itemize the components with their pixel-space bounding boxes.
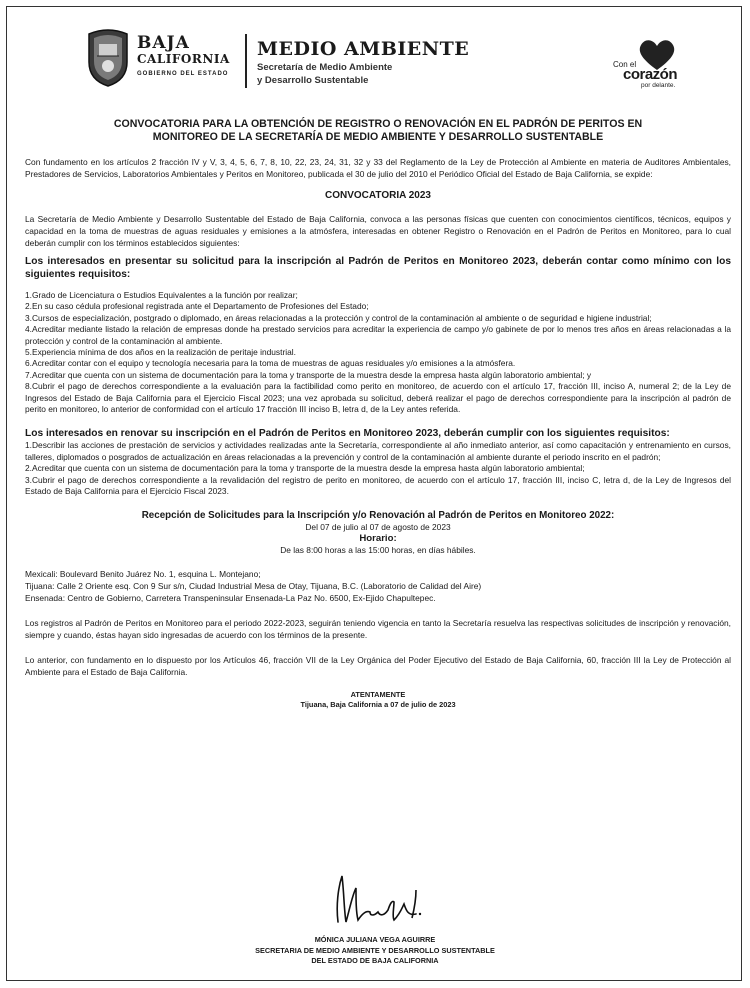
signer-block	[0, 935, 750, 967]
signature-image	[320, 870, 440, 930]
list-item: 7.Acreditar que cuenta con un sistema de documentación para la toma y transporte de la muestra desde la empresa hasta algún laboratorio ambiental; y	[25, 369, 592, 380]
renovacion-requirements	[25, 440, 731, 497]
list-item: 3.Cubrir el pago de derechos correspondiente a la revalidación del registro de perito en monitoreo, de acuerdo con el artículo 17, fracción III, inciso C, letra d, de la Ley de Ingresos del Estado de Baja California para el Ejercicio Fiscal 2023.	[25, 474, 731, 497]
state-seal-icon	[85, 28, 131, 88]
address-ensenada: Ensenada: Centro de Gobierno, Carretera Transpeninsular Ensenada-La Paz No. 6500, Ex-Ejido Chapultepec.	[25, 593, 436, 603]
title-line-1: CONVOCATORIA PARA LA OBTENCIÓN DE REGISTRO O RENOVACIÓN EN EL PADRÓN DE PERITOS EN	[113, 118, 643, 130]
list-item: 3.Cursos de especialización, postgrado o diplomado, en áreas relacionadas a la protección y control de la contaminación al ambiente o de seguridad e higiene industrial;	[25, 312, 652, 323]
title-line-2: MONITOREO DE LA SECRETARÍA DE MEDIO AMBIENTE Y DESARROLLO SUSTENTABLE	[152, 131, 604, 143]
list-item: 1.Describir las acciones de prestación de servicios y actividades realizadas ante la Secretaría, correspondiente al año inmediato anterior, así como capacitación y entrenamiento en cursos, talleres, diplomados o posgrados de actualización en áreas relacionadas a la prevención y control de la contaminación al ambiente durante el periodo inscrito en el padrón;	[25, 440, 731, 462]
signer-title-2: DEL ESTADO DE BAJA CALIFORNIA	[311, 956, 439, 965]
campaign-line3: por delante.	[641, 82, 676, 89]
document-body	[25, 118, 731, 710]
inscripcion-requirements	[25, 290, 731, 415]
state-name	[137, 34, 230, 77]
header-divider	[245, 34, 247, 88]
list-item: 2.Acreditar que cuenta con un sistema de documentación para la toma y transporte de la muestra desde la empresa hasta algún laboratorio ambiental;	[25, 463, 585, 474]
intro-paragraph: Con fundamento en los artículos 2 fracción IV y V, 3, 4, 5, 6, 7, 8, 10, 22, 23, 24, 31, 32 y 33 del Reglamento de la Ley de Protección al Ambiente en materia de Auditores Ambientales, Prestadores de Servicios, Laboratorios Ambientales y Peritos en Monitoreo, publicada el 30 de julio del 2010 el Periódico Oficial del Estado de Baja California, se expide:	[25, 157, 731, 179]
state-line1: BAJA	[137, 33, 190, 53]
signer-name: MÓNICA JULIANA VEGA AGUIRRE	[314, 935, 436, 944]
inscripcion-heading: Los interesados en presentar su solicitud para la inscripción al Padrón de Peritos en Monitoreo 2023, deberán contar como mínimo con los siguientes requisitos:	[25, 256, 731, 280]
place-date: Tijuana, Baja California a 07 de julio de 2023	[300, 700, 456, 709]
department-block	[257, 38, 469, 86]
list-item: 1.Grado de Licenciatura o Estudios Equivalentes a la función por realizar;	[25, 290, 298, 300]
department-subtitle-2: y Desarrollo Sustentable	[257, 75, 369, 86]
list-item: 5.Experiencia mínima de dos años en la realización de peritaje industrial.	[25, 347, 296, 358]
convocatoria-heading: CONVOCATORIA 2023	[325, 190, 431, 201]
renovacion-heading: Los interesados en renovar su inscripción en el Padrón de Peritos en Monitoreo 2023, deberán cumplir con los siguientes requisitos:	[25, 428, 670, 440]
state-line3: GOBIERNO DEL ESTADO	[137, 71, 229, 77]
list-item: 4.Acreditar mediante listado la relación de empresas donde ha prestado servicios para acreditar la experiencia de campo y/o gabinete de por lo menos tres años en áreas relacionadas a la protección y control de la contaminación al ambiente.	[25, 324, 731, 346]
convoca-paragraph: La Secretaría de Medio Ambiente y Desarrollo Sustentable del Estado de Baja California, convoca a las personas físicas que cuenten con conocimientos científicos, técnicos, equipos y capacidad en la toma de muestras de aguas residuales y emisiones a la atmósfera, interesadas en obtener Registro o Renovación en el Padrón de Peritos en Monitoreo, para lo cual deberán cumplir con los términos establecidos siguientes:	[25, 214, 731, 248]
atentamente: ATENTAMENTE	[350, 690, 406, 699]
horario-text: De las 8:00 horas a las 15:00 horas, en días hábiles.	[280, 544, 476, 555]
vigencia-paragraph: Los registros al Padrón de Peritos en Monitoreo para el periodo 2022-2023, seguirán teniendo vigencia en tanto la Secretaría resuelva las respectivas solicitudes de inscripción y renovación, siempre y cuando, éstas hayan sido ingresadas de acuerdo con los términos de la presente.	[25, 618, 731, 640]
document-title	[25, 118, 731, 144]
department-title: MEDIO AMBIENTE	[257, 38, 470, 60]
address-mexicali: Mexicali: Boulevard Benito Juárez No. 1, esquina L. Montejano;	[25, 569, 261, 579]
list-item: 8.Cubrir el pago de derechos correspondiente a la evaluación para la factibilidad como perito en monitoreo, de acuerdo con el artículo 17, fracción III, inciso A, numeral 2; de la Ley de Ingresos del Estado de Baja California para el Ejercicio Fiscal 2023; una vez aprobada su solicitud, deberá realizar el pago de derechos correspondiente para la inscripción al padrón de perito en monitoreo, lo anterior de conformidad con el artículo 17 fracción III inciso B, letra d, de la Ley antes referida.	[25, 381, 731, 415]
horario-label: Horario:	[359, 533, 397, 544]
list-item: 6.Acreditar contar con el equipo y tecnología necesaria para la toma de muestras de aguas residuales y/o emisiones a la atmósfera.	[25, 358, 516, 369]
letterhead	[85, 28, 685, 98]
campaign-line1: Con el	[613, 60, 637, 69]
campaign-logo	[615, 38, 685, 93]
recepcion-title: Recepción de Solicitudes para la Inscripción y/o Renovación al Padrón de Peritos en Monitoreo 2022:	[141, 509, 615, 521]
recepcion-dates: Del 07 de julio al 07 de agosto de 2023	[305, 521, 451, 532]
signer-title-1: SECRETARIA DE MEDIO AMBIENTE Y DESARROLLO SUSTENTABLE	[255, 945, 495, 955]
list-item: 2.En su caso cédula profesional registrada ante el Departamento de Profesiones del Estado;	[25, 301, 369, 312]
address-tijuana: Tijuana: Calle 2 Oriente esq. Con 9 Sur s/n, Ciudad Industrial Mesa de Otay, Tijuana, B.C. (Laboratorio de Calidad del Aire)	[25, 581, 482, 591]
closing-block	[25, 690, 731, 710]
campaign-line2: corazón	[623, 66, 678, 83]
state-line2: CALIFORNIA	[137, 52, 230, 66]
fundamento-paragraph: Lo anterior, con fundamento en lo dispuesto por los Artículos 46, fracción VII de la Ley Orgánica del Poder Ejecutivo del Estado de Baja California, 60, fracción III la Ley de Protección al Ambiente para el Estado de Baja California.	[25, 655, 731, 677]
department-subtitle-1: Secretaría de Medio Ambiente	[257, 62, 393, 73]
